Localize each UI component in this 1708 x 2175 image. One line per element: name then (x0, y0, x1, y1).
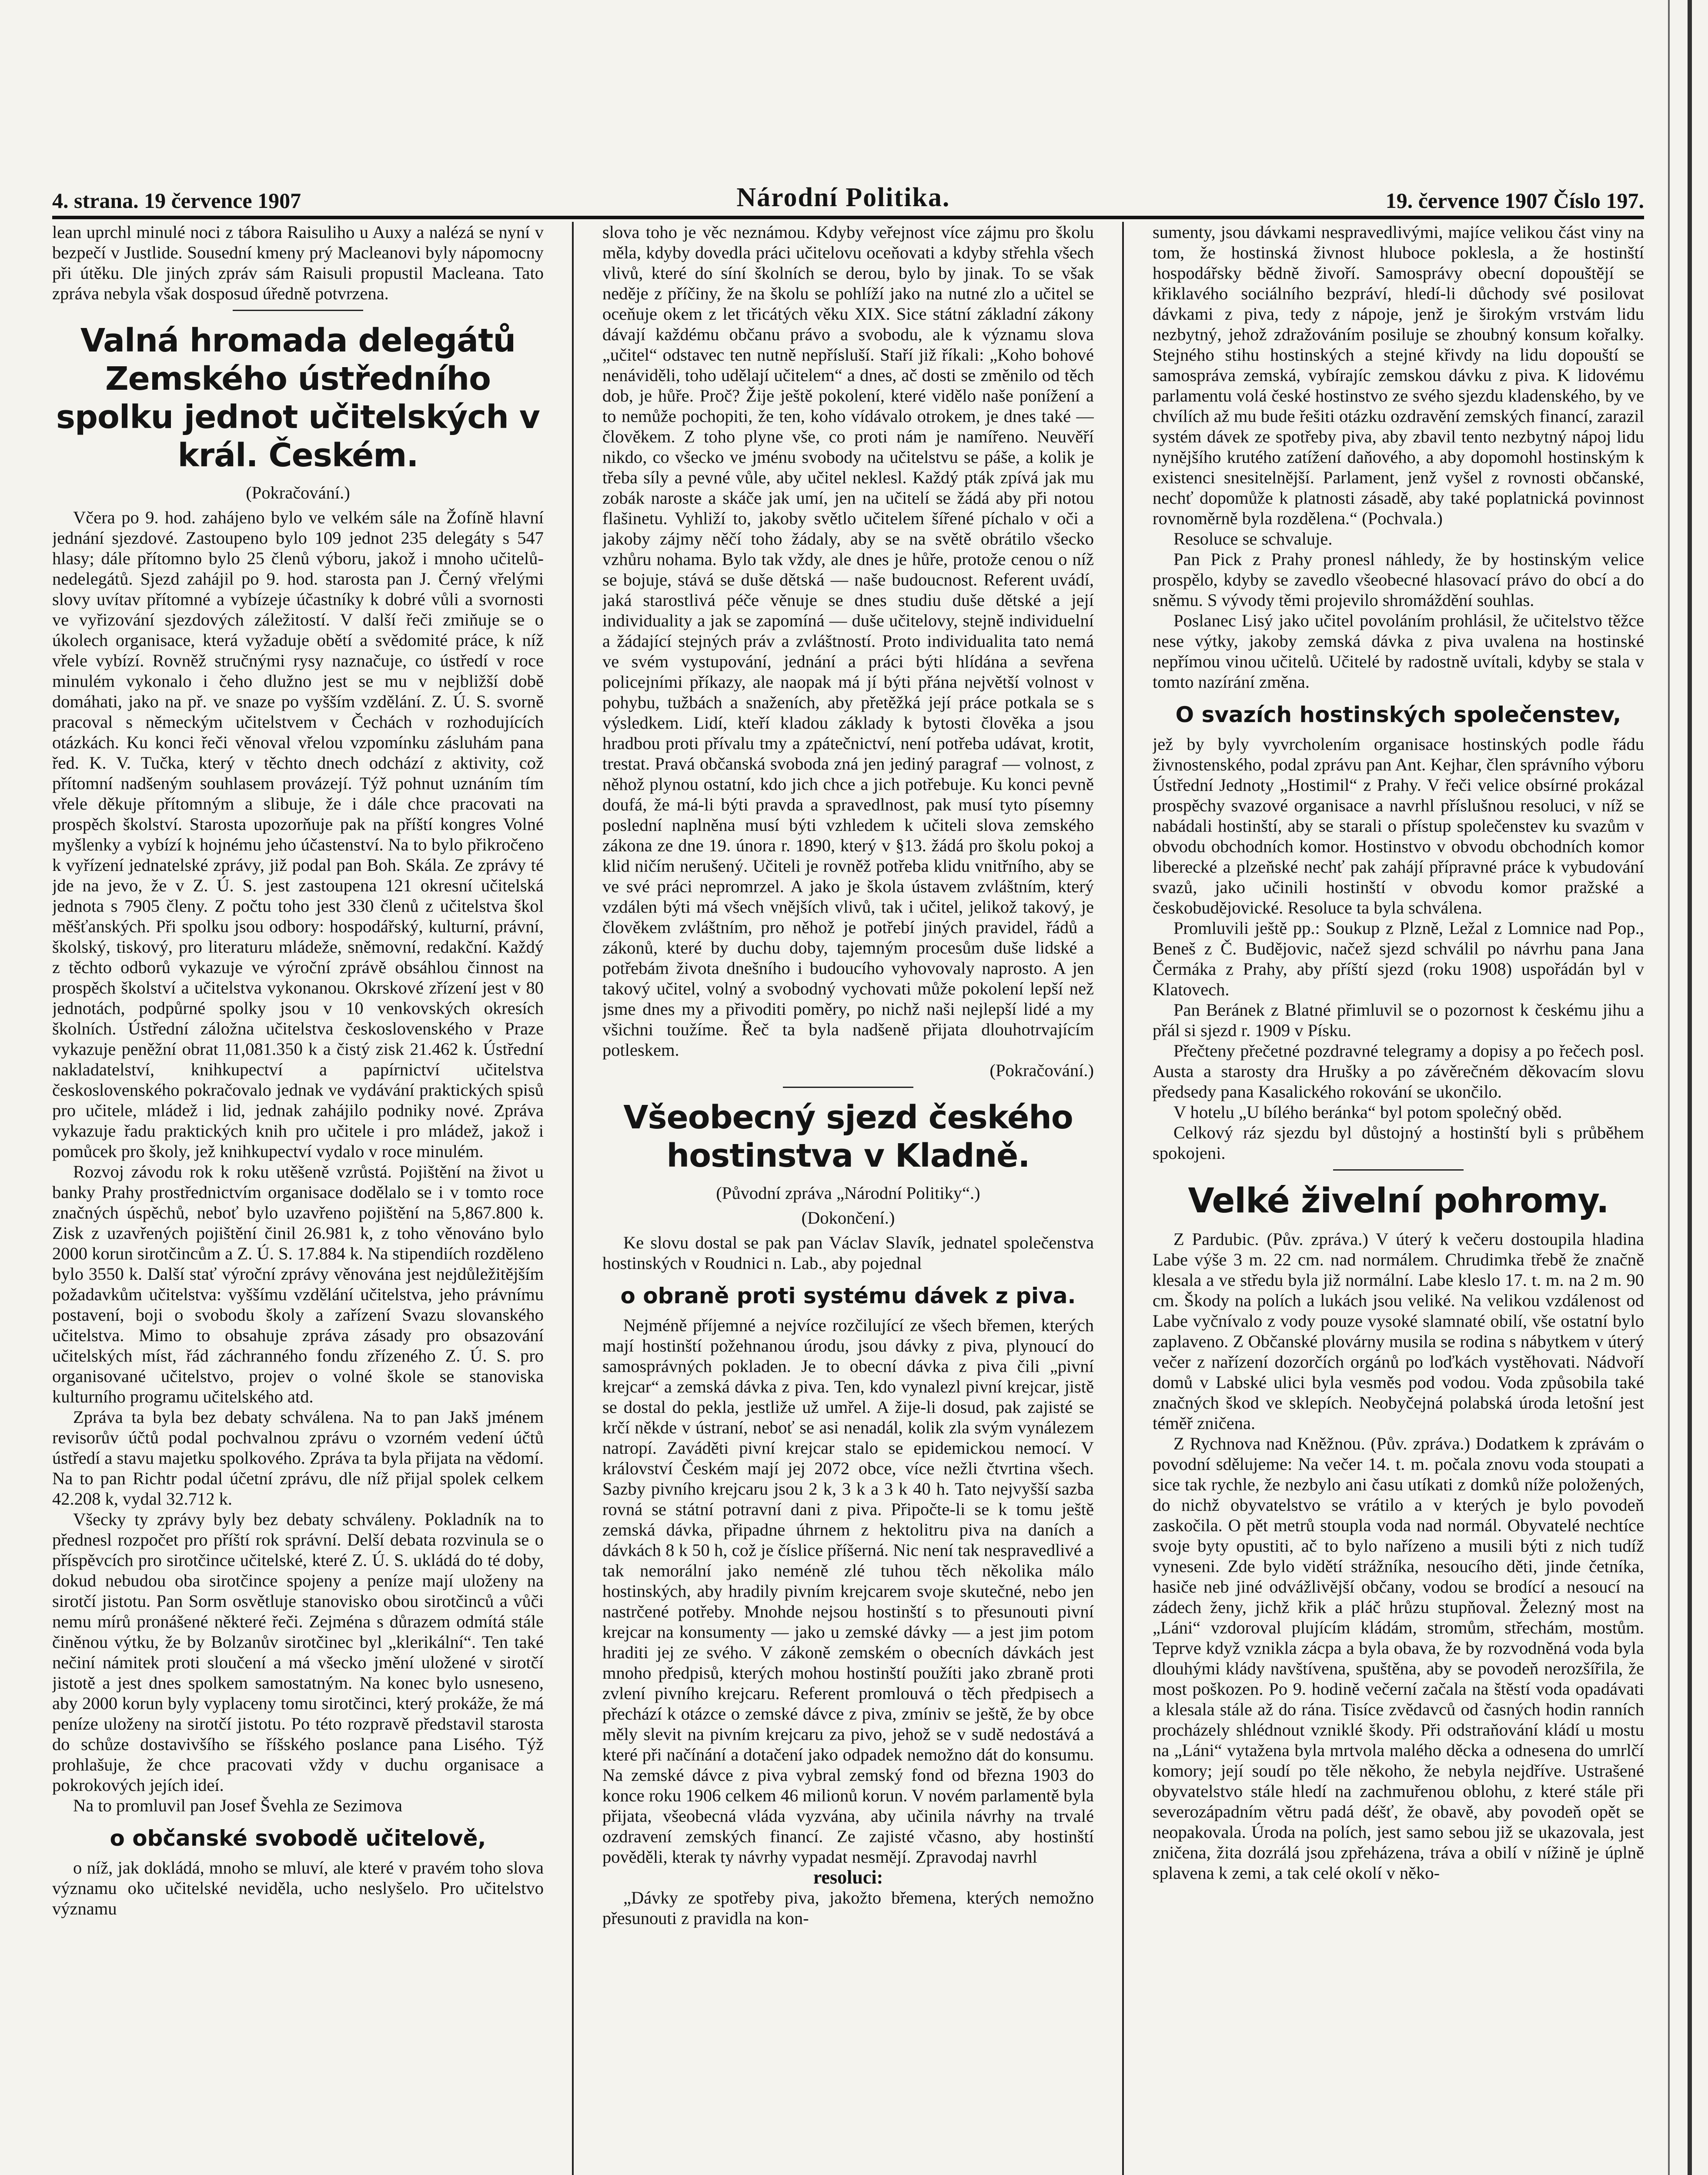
paragraph: Z Pardubic. (Pův. zpráva.) V úterý k večeru dostoupila hladina Labe výše 3 m. 22 cm. nad normálem. Chrudimka třebě že značně klesala a ve středu byla již normální. Labe kleslo 17. t. m. na 2 m. 90 cm. Škody na polích a lukách jsou veliké. Na velikou vzdálenost od Labe vyčnívalo z vody pouze vysoké slamnaté obilí, vše ostatní bylo zaplaveno. Z Občanské plovárny musila se rodina s nábytkem v úterý večer z nařízení dozorčích orgánů po loďkách vystěhovati. Nádvoří domů v Labské ulici byla vesměs pod vodou. Voda způsobila také značných škod ve sklepích. Neobyčejná polabská úroda letošní jest téměř zničena. (1153, 1229, 1644, 1433)
page (52, 172, 1644, 2175)
masthead: Národní Politika. (736, 183, 950, 212)
header-right: 19. července 1907 Číslo 197. (1385, 188, 1644, 213)
paragraph: slova toho je věc neznámou. Kdyby veřejnost více zájmu pro školu měla, kdyby dovedla práci učitelovu oceňovati a kdyby střehla všech vlivů, které do síní školních se derou, bylo by jinak. To se však neděje z příčiny, že na školu se pohlíží jako na nutné zlo a učitel se oceňuje okem z let třicátých věku XIX. Sice státní základní zákony dávají každému občanu právo a svobodu, ale k významu slova „učitel“ odstavec ten nutně nepřísluší. Staří již říkali: „Koho bohové nenáviděli, toho udělají učitelem“ a dnes, ač dosti se změnilo od těch dob, je hůře. Proč? Žije ještě pokolení, které vidělo naše ponížení a to nemůže pochopiti, že ten, koho vídávalo otrokem, je dnes také — člověkem. Z toho plyne vše, co proti nám je namířeno. Neuvěří nikdo, co všecko ve jménu svobody na učitelstvu se páše, a kolik je třeba síly a pevné vůle, aby učitel neklesl. Každý pták zpívá jak mu zobák naroste a skáče jak umí, jen na učitelí se žádá aby při notou flašinetu. Vyhliží to, jakoby světlo učitelem šířené píchalo v oči a jakoby zájmy něčí toho žádaly, aby se na světě obrátilo všecko vzhůru nohama. Bylo tak vždy, ale dnes je hůře, protože cenou o níž se bojuje, stává se duše dětská — naše budoucnost. Referent uvádí, jaká starostlivá péče věnuje se dnes studiu duše dětské a její individuality a jak se zapomíná — duše učitelovy, stejně individuelní a žádající stejných práv a zvláštností. Proto individualita tato nemá ve svém vystupování, jednání a práci býti hlídána a sevřena policejními příkazy, ale naopak má jí býti přána největší volnost v pohybu, tužbách a snaženích, aby přetěžká její práce potkala se s výsledkem. Lidí, kteří kladou základy k bytosti člověka a jsou hradbou proti přívalu tmy a zpátečnictví, není potřeba udávat, krotit, trestat. Pravá občanská svoboda zná jen jediný paragraf — volnost, z něhož plynou ostatní, kdo jich chce a jich potřebuje. Ku konci pevně doufá, že má-li býti pravda a spravedlnost, pak musí tyto písemny poslední naplněna musí býti vzhledem k učiteli slova zemského zákona ze dne 19. února r. 1890, který v §13. žádá pro školu pokoj a klid ničím nerušený. Učiteli je rovněž potřeba klidu vnitřního, aby se ve své práci nepromrzel. A jako je škola ústavem zvláštním, který vzdálen býti má všech vnějších vlivů, tak i učitel, jelikož takový, je člověkem zvláštním, pro něhož je potřebí jiných pravidel, řádů a zákonů, které by duchu doby, tajemným procesům duše lidské a potřebám života dnešního i budoucího vyhovovaly naprosto. A jen takový učitel, volný a svobodný vychovati může pokolení lepší než jsme dnes my a přivoditi poměry, po nichž naši nejlepší lidé a my všichni toužíme. Řeč ta byla nadšeně přijata dlouhotrvajícím potleskem. (602, 222, 1094, 1060)
subheading: o občanské svobodě učitelově, (110, 1826, 486, 1851)
source-note: (Původní zpráva „Národní Politiky“.) (716, 1183, 980, 1203)
paragraph: Na to promluvil pan Josef Švehla ze Sezimova (73, 1796, 402, 1815)
paragraph: Celkový ráz sjezdu byl důstojný a hostinští byli s průběhem spokojeni. (1153, 1123, 1644, 1163)
divider (783, 1087, 913, 1088)
column-3 (1153, 222, 1644, 2175)
continued-note: (Pokračování.) (246, 483, 350, 502)
paragraph: Všecky ty zprávy byly bez debaty schváleny. Pokladník na to přednesl rozpočet pro příští rok správní. Delší debata rozvinula se o příspěvcích pro sirotčince učitelské, které Z. Ú. S. ukládá do té doby, dokud nebudou oba sirotčince spojeny a peníze mají uloženy na sirotčí jistotu. Pan Sorm osvětluje stanovisko obou sirotčinců a vůči nemu mírů pronášené některé řeči. Zejména s důrazem odmítá stále činěnou výtku, že by Bolzanův sirotčinec byl „klerikální“. Ten také nečiní námitek proti sloučení a má všecko jmění uložené v sirotčí jistotě a jest dnes spolkem samostatným. Na konec bylo usneseno, aby 2000 korun byly vyplaceny tomu sirotčinci, který prokáže, že má peníze uloženy na sirotčí jistotu. Po této rozpravě představil starosta do schůze dostavivšího se říšského poslance pana Lisého. Týž prohlašuje, že chce pracovati vždy v duchu organisace a pokrokových jejích ideí. (52, 1509, 544, 1795)
scan-edge-mark (1688, 0, 1692, 2175)
paragraph: Nejméně příjemné a nejvíce rozčilující ze všech břemen, kterých mají hostinští požehnanou úrodu, jsou dávky z piva, plynoucí do samosprávných pokladen. Je to obecní dávka z piva čili „pivní krejcar“ a zemská dávka z piva. Ten, kdo vynalezl pivní krejcar, jistě se dostal do pekla, jestliže už umřel. A žije-li dosud, pak zajisté se krčí někde v ústraní, neboť se asi nenadál, kolik zla svým vynálezem natropí. Zaváděti pivní krejcar stalo se epidemickou nemocí. V království Českém mají jej 2072 obce, více nežli čtvrtina všech. Sazby pivního krejcaru jsou 2 k, 3 k a 3 k 40 h. Tato nejvyšší sazba rovná se státní potravní dani z piva. Připočte-li se k tomu ještě zemská dávka, připadne úhrnem z hektolitru piva na daních a dávkách 8 k 50 h, což je číslice příšerná. Nic není tak nespravedlivé a tak nemorální jako neméně zlé tuhou těch několika málo hostinských, aby hradily pivním krejcarem svoje skutečné, nebo jen nastrčené potřeby. Mnohde nejsou hostinští s to přesunouti pivní krejcar na konsumenty — jako u zemské dávky — a jest jim potom hraditi jej ze svého. V zákoně zemském o obecních dávkách jest mnoho předpisů, kterých mohou hostinští použíti jako zbraně proti zvlení pivního krejcaru. Referent promlouvá o těch předpisech a přechází k otázce o zemské dávce z piva, zmíniv se ještě, že by obce měly slevit na pivním krejcaru za pivo, jehož se v sudě nedostává a které při načínání a dotačení jako odpadek nemožno dát do konsumu. Na zemské dávce z piva vybral zemský fond od března 1903 do konce roku 1906 celkem 46 milionů korun. V novém parlamentě byla přijata, všeobecná vláda vyzvána, aby učinila návrhy na trvalé ozdravení zemských financí. Ze zajisté včasno, aby hostinští pověděli, kterak ty návrhy vypadat nesmějí. Zpravodaj navrhl (602, 1315, 1094, 1867)
paragraph: Rozvoj závodu rok k roku utěšeně vzrůstá. Pojištění na život u banky Prahy prostřednictvím organisace dodělalo se i v tomto roce značných úspěchů, neboť bylo uzavřeno pojištění na 5,867.800 k. Zisk z uzavřených pojištění činil 26.981 k, z toho věnováno bylo 2000 korun sirotčincům a Z. Ú. S. 17.884 k. Na stipendiích rozděleno bylo 3550 k. Další stať výroční zprávy věnována jest nejdůležitějším požadavkům učitelstva: vyššímu vzdělání učitelstva, jeho právnímu postavení, boji o svobodu školy a zařízení Svazu slovanského učitelstva. Mimo to obsahuje zpráva zásady pro obsazování učitelských míst, řád záchranného fondu zřízeného Z. Ú. S. pro organisované učitelstvo, projev o volné škole se stanoviska kulturního programu učitelského atd. (52, 1162, 544, 1406)
paragraph: Resoluce se schvaluje. (1173, 529, 1333, 549)
conclusion-note: (Dokončení.) (801, 1208, 895, 1228)
headline: Valná hromada delegátů Zemského ústředního spolku jednot učitelských v král. Českém. (56, 322, 540, 474)
column-rule (1122, 222, 1124, 2175)
paragraph: „Dávky ze spotřeby piva, jakožto břemena, kterých nemožno přesunouti z pravidla na kon- (602, 1888, 1094, 1928)
column-1 (52, 222, 544, 2175)
header-left: 4. strana. 19 července 1907 (52, 188, 301, 213)
headline: Všeobecný sjezd českého hostinstva v Kladně. (623, 1099, 1073, 1174)
resolution-label: resoluci: (813, 1867, 883, 1888)
subheading: O svazích hostinských společenstev, (1175, 702, 1621, 727)
paragraph: Včera po 9. hod. zahájeno bylo ve velkém sále na Žofíně hlavní jednání sjezdové. Zastoupeno bylo 109 jednot 235 delegáty s 547 hlasy; dále přítomno bylo 25 členů výboru, jakož i mnoho učitelů-nedelegátů. Sjezd zahájil po 9. hod. starosta pan J. Černý vřelými slovy uvítav přítomné a vybízeje účastníky k dobré vůli a svornosti ve vyřizování sjezdových záležitostí. V další řeči zmiňuje se o úkolech organisace, která vyžaduje obětí a svědomité práce, k níž vřele vybízí. Rovněž stručnými rysy naznačuje, co ústředí v roce minulém vykonalo i čeho dlužno jest se mu v nejbližší době domáhati, jako na př. ve snaze po vyšším vzdělání. Z. Ú. S. svorně pracoval s německým učitelstvem v Čechách v rozhodujících otázkách. Ku konci řeči věnoval vřelou vzpomínku zásluhám pana řed. K. V. Tučka, který v těchto dnech odchází z aktivity, což přítomní nadšeným souhlasem provázejí. Týž pohnut uznáním tím vřele děkuje přítomným a slibuje, že i dále chce pracovati na prospěch školství. Starosta upozorňuje pak na příští kongres Volné myšlenky a vybízí k hojnému jeho účastenství. Na to bylo přikročeno k vyřízení jednatelské zprávy, již podal pan Boh. Skála. Ze zprávy té jde na jevo, že v Z. Ú. S. jest zastoupena 121 okresní učitelská jednota s 7905 členy. Z počtu toho jest 330 členů z učitelstva škol měšťanských. Při spolku jsou odbory: hospodářský, kulturní, právní, školský, tiskový, pro literaturu mládeže, sněmovní, redakční. Každý z těchto odborů vykazuje ve výroční zprávě obsáhlou činnost na prospěch školství a učitelstva vykonanou. Okrskové zřízení jest v 80 jednotách, podpůrné spolky jsou v 10 venkovských okresích školních. Ústřední záložna učitelstva československého v Praze vykazuje peněžní obrat 11,081.350 k a čistý zisk 21.462 k. Ústřední nakladatelství, knihkupectví a papírnictví učitelstva československého pokračovalo jednak ve vydávání praktických spisů pro učitele, mládež i lid, jednak zahájilo podniky nové. Zpráva vykazuje řadu praktických knih pro učitele i pro mládež, jakož i pomůcek pro školy, jež knihkupectví vydalo v roce minulém. (52, 508, 544, 1161)
page-header (52, 172, 1644, 219)
continued-note: (Pokračování.) (989, 1061, 1094, 1080)
paragraph: jež by byly vyvrcholením organisace hostinských podle řádu živnostenského, podal zprávu pan Ant. Kejhar, člen správního výboru Ústřední Jednoty „Hostimil“ z Prahy. V řeči velice obsírné prokázal prospěchy svazové organisace a navrhl příslušnou resoluci, v níž se nabádali hostinští, aby se starali o přístup společenstev ku svazům v obvodu obchodních komor. Hostinstvo v obvodu obchodních komor liberecké a plzeňské nechť pak zahájí přípravné práce k vybudování svazů, jako učinili hostinští v obvodu komor pražské a českobudějovické. Resoluce ta byla schválena. (1153, 734, 1644, 917)
paragraph: Ke slovu dostal se pak pan Václav Slavík, jednatel společenstva hostinských v Roudnici n. Lab., aby pojednal (602, 1233, 1094, 1273)
paragraph: o níž, jak dokládá, mnoho se mluví, ale které v pravém toho slova významu oko učitelské neviděla, ucho neslyšelo. Pro učitelstvo významu (52, 1858, 544, 1918)
paragraph: Z Rychnova nad Kněžnou. (Pův. zpráva.) Dodatkem k zprávám o povodní sdělujeme: Na večer 14. t. m. počala znovu voda stoupati a sice tak rychle, že nezbylo ani času utíkati z domků níže položených, do nichž obyvatelstvo se vrátilo a v kterých je bylo povodeň zaskočila. O pět metrů stoupla voda nad normál. Obyvatelé nechtíce svoje byty opustiti, ač to bylo nařízeno a musili býti z nich tudíž vyneseni. Zde bylo vidětí strážníka, nesoucího děti, jinde četníka, hasiče neb jiné odvážlivější občany, vodou se brodící a nesoucí na zádech ženy, jichž křik a pláč hrůzu stupňoval. Železný most na „Láni“ vzdoroval plujícím kládám, stromům, střechám, mostům. Teprve když vznikla zácpa a byla obava, že by rozvodněná voda byla dlouhými klády navštívena, spuštěna, aby se povodeň nerozšířila, že most poškozen. Po 9. hodině večerní začala na štěstí voda opadávati a klesala stále až do rána. Tisíce zvědavců od časných hodin ranních procházely shlédnout vzniklé škody. Při odstraňování kládí u mostu na „Láni“ vytažena byla mrtvola malého děcka a odnesena do umrlčí komory; její soudí po těle někoho, že nebyla nejdříve. Ustrašené obyvatelstvo stále hledí na zachmuřenou oblohu, z které stále při severozápadním větru padá déšť, že obavě, aby povodeň opět se neopakovala. Úroda na polích, jest samo sebou již se ukazovala, jest zničena, žita dozrálá jsou zpřeházena, tráva a obilí v nížině je úplně splavena k zemi, a tak celé okolí v něko- (1153, 1434, 1644, 1883)
paragraph: Pan Pick z Prahy pronesl náhledy, že by hostinským velice prospělo, kdyby se zavedlo všeobecné hlasovací právo do obcí a do sněmu. S vývody těmi projevilo shromáždění souhlas. (1153, 549, 1644, 610)
scan-edge-mark (1668, 0, 1670, 2175)
columns (52, 222, 1644, 2175)
paragraph: sumenty, jsou dávkami nespravedlivými, majíce velikou část viny na tom, že hostinská živnost hluboce poklesla, a že hostinští hospodářsky bědně živoří. Samosprávy obecní dopouštějí se křiklavého sociálního bezpráví, hledí-li důchody své posilovat dávkami z piva, tedy z nápoje, jenž je širokým vrstvám lidu nezbytný, jehož zdražováním posiluje se zhoubný konsum kořalky. Stejného stihu hostinských a stejné křivdy na lidu dopouští se samospráva zemská, vybírajíc zemskou dávku z piva. K lidovému parlamentu volá české hostinstvo ze svého sjezdu kladenského, by ve chvílích až mu bude řešiti otázku ozdravění zemských financí, zarazil systém dávek ze spotřeby piva, aby zbavil tento nezbytný nápoj lidu nynějšího krutého zatížení daňového, a aby dopomohl hostinským k existenci snesitelnější. Parlament, jenž vyšel z rovnosti občanské, nechť dopomůže k platnosti zásadě, aby také poplatnická povinnost rovnoměrně byla rozdělena.“ (Pochvala.) (1153, 222, 1644, 528)
paragraph: Zpráva ta byla bez debaty schválena. Na to pan Jakš jménem revisorův účtů podal pochvalnou zprávu o vzorném vedení účtů ústředí a stavu majetku spolkového. Zpráva ta byla přijata na vědomí. Na to pan Richtr podal účetní zprávu, dle níž přijal spolek celkem 42.208 k, vydal 32.712 k. (52, 1407, 544, 1509)
paragraph: Přečteny přečetné pozdravné telegramy a dopisy a po řečech posl. Austa a starosty dra Hrušky a po závěrečném děkovacím slovu předsedy pana Kasalického rokování se ukončilo. (1153, 1041, 1644, 1101)
headline: Velké živelní pohromy. (1188, 1181, 1609, 1221)
divider (233, 310, 363, 311)
column-2 (602, 222, 1094, 2175)
divider (1333, 1169, 1464, 1171)
subheading: o obraně proti systému dávek z piva. (620, 1283, 1076, 1308)
column-rule (572, 222, 574, 2175)
paragraph: Pan Beránek z Blatné přimluvil se o pozornost k českému jihu a přál si sjezd r. 1909 v Písku. (1153, 1000, 1644, 1040)
paragraph: Poslanec Lisý jako učitel povoláním prohlásil, že učitelstvo těžce nese výtky, jakoby zemská dávka z piva uvalena na hostinské nepřímou vinou učitelů. Učitelé by radostně uvítali, kdyby se stala v tomto nazírání změna. (1153, 611, 1644, 692)
paragraph: V hotelu „U bílého beránka“ byl potom společný oběd. (1173, 1102, 1562, 1122)
paragraph: Promluvili ještě pp.: Soukup z Plzně, Ležal z Lomnice nad Pop., Beneš z Č. Budějovic, načež sjezd schválil po návrhu pana Jana Čermáka z Prahy, aby příští sjezd (roku 1908) uspořádán byl v Klatovech. (1153, 918, 1644, 999)
article-text: lean uprchl minulé noci z tábora Raisuliho u Auxy a nalézá se nyní v bezpečí v Justlide. Sousední kmeny prý Macleanovi byly nápomocny při útěku. Dle jiných zpráv sám Raisuli propustil Macleana. Tato zpráva nebyla však dosposud úředně potvrzena. (52, 222, 544, 303)
